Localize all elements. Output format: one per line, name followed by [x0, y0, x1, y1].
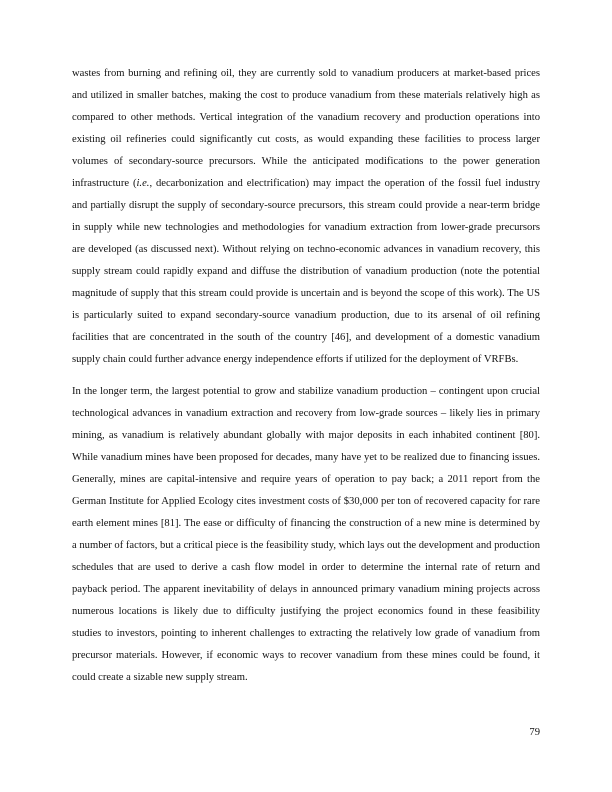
- page-number: 79: [529, 727, 540, 738]
- paragraph-primary-mining: In the longer term, the largest potential to grow and stabilize vanadium production – contingent upon crucial technological advances in vanadium extraction and recovery from low-grade sources – likely lies in primary mining, as vanadium is relatively abundant globally with major deposits in each inhabited continent [80]. While vanadium mines have been proposed for decades, many have yet to be realized due to financing issues. Generally, mines are capital-intensive and require years of operation to pay back; a 2011 report from the German Institute for Applied Ecology cites investment costs of $30,000 per ton of recovered capacity for rare earth element mines [81]. The ease or difficulty of financing the construction of a new mine is determined by a number of factors, but a critical piece is the feasibility study, which lays out the development and production schedules that are used to derive a cash flow model in order to determine the internal rate of return and payback period. The apparent inevitability of delays in announced primary vanadium mining projects across numerous locations is likely due to difficulty justifying the project economics found in these feasibility studies to investors, pointing to inherent challenges to extracting the relatively low grade of vanadium from precursor materials. However, if economic ways to recover vanadium from these mines could be found, it could create a sizable new supply stream.: [72, 386, 540, 683]
- paragraph-1-text-start: wastes from burning and refining oil, they are currently sold to vanadium producers at market-based prices and utilized in smaller batches, making the cost to produce vanadium from these materials relatively high as compared to other methods. Vertical integration of the vanadium recovery and production operations into existing oil refineries could significantly cut costs, as would expanding these facilities to process larger volumes of secondary-source precursors. While the anticipated modifications to the power generation infrastructure (: [72, 68, 540, 189]
- paragraph-1-italic-ie: i.e.: [136, 178, 150, 189]
- document-body: [72, 63, 540, 689]
- paragraph-secondary-source-supply: [72, 63, 540, 371]
- paragraph-1-text-end: , decarbonization and electrification) may impact the operation of the fossil fuel industry and partially disrupt the supply of secondary-source precursors, this stream could provide a near-term bridge in supply while new technologies and methodologies for vanadium extraction from lower-grade precursors are developed (as discussed next). Without relying on techno-economic advances in vanadium recovery, this supply stream could rapidly expand and diffuse the distribution of vanadium production (note the potential magnitude of supply that this stream could provide is uncertain and is beyond the scope of this work). The US is particularly suited to expand secondary-source vanadium production, due to its arsenal of oil refining facilities that are concentrated in the south of the country [46], and development of a domestic vanadium supply chain could further advance energy independence efforts if utilized for the deployment of VRFBs.: [72, 178, 540, 365]
